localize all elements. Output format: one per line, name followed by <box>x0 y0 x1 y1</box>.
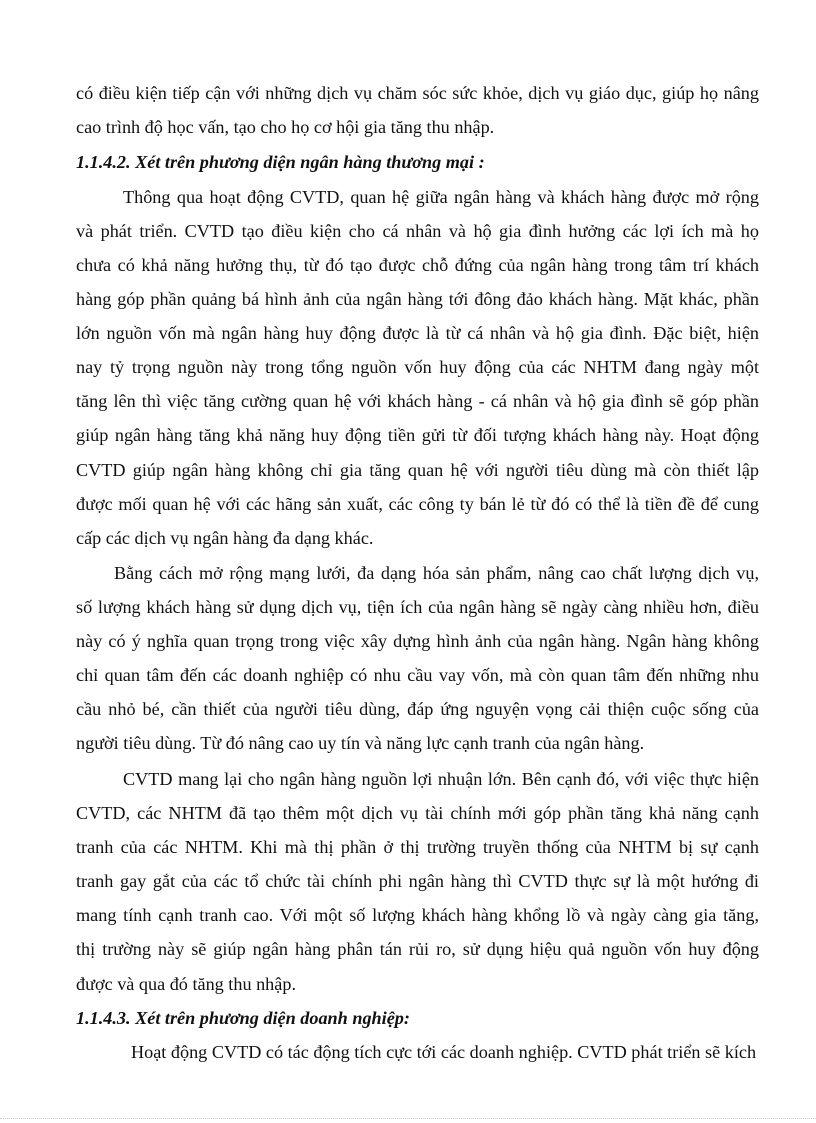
text-line: lớn nguồn vốn mà ngân hàng huy động được là từ cá nhân và hộ gia đình. Đặc biệt, hiện <box>76 323 759 343</box>
text-line: thị trường này sẽ giúp ngân hàng phân tán rủi ro, sử dụng hiệu quả nguồn vốn huy động <box>76 939 759 959</box>
text-line: giúp ngân hàng tăng khả năng huy động tiền gửi từ đối tượng khách hàng này. Hoạt động <box>76 425 759 445</box>
text-line: hàng góp phần quảng bá hình ảnh của ngân hàng tới đông đảo khách hàng. Mặt khác, phần <box>76 289 759 309</box>
text-line: có điều kiện tiếp cận với những dịch vụ chăm sóc sức khỏe, dịch vụ giáo dục, giúp họ nâng <box>76 83 759 103</box>
section-heading: 1.1.4.2. Xét trên phương diện ngân hàng thương mại : <box>76 152 485 172</box>
text-line: CVTD mang lại cho ngân hàng nguồn lợi nhuận lớn. Bên cạnh đó, với việc thực hiện <box>123 769 759 789</box>
text-line: mang tính cạnh tranh cao. Với một số lượng khách hàng khổng lồ và ngày càng gia tăng, <box>76 905 759 925</box>
text-line: Bằng cách mở rộng mạng lưới, đa dạng hóa sản phẩm, nâng cao chất lượng dịch vụ, <box>114 563 759 583</box>
text-line: tăng lên thì việc tăng cường quan hệ với khách hàng - cá nhân và hộ gia đình sẽ góp phần <box>76 391 759 411</box>
text-line: Hoạt động CVTD có tác động tích cực tới các doanh nghiệp. CVTD phát triển sẽ kích <box>131 1042 757 1062</box>
text-line: tranh gay gắt của các tổ chức tài chính phi ngân hàng thì CVTD thực sự là một hướng đi <box>76 871 759 891</box>
section-heading: 1.1.4.3. Xét trên phương diện doanh nghiệp: <box>76 1008 410 1028</box>
text-line: CVTD giúp ngân hàng không chỉ gia tăng quan hệ với người tiêu dùng mà còn thiết lập <box>76 460 759 480</box>
text-line: được mối quan hệ với các hãng sản xuất, các công ty bán lẻ từ đó có thể là tiền đề để cung <box>76 494 759 514</box>
text-line: cấp các dịch vụ ngân hàng đa dạng khác. <box>76 528 374 548</box>
text-line: cao trình độ học vấn, tạo cho họ cơ hội gia tăng thu nhập. <box>76 117 495 137</box>
text-line: chỉ quan tâm đến các doanh nghiệp có nhu cầu vay vốn, mà còn quan tâm đến những nhu <box>76 665 759 685</box>
text-line: và phát triển. CVTD tạo điều kiện cho cá nhân và hộ gia đình hưởng các lợi ích mà họ <box>76 221 759 241</box>
text-line: số lượng khách hàng sử dụng dịch vụ, tiện ích của ngân hàng sẽ ngày càng nhiều hơn, điều <box>76 597 759 617</box>
text-line: người tiêu dùng. Từ đó nâng cao uy tín và năng lực cạnh tranh của ngân hàng. <box>76 733 645 753</box>
text-line: cầu nhỏ bé, cần thiết của người tiêu dùng, đáp ứng nguyện vọng cải thiện cuộc sống của <box>76 699 759 719</box>
page-bottom-border <box>0 1118 816 1119</box>
text-line: CVTD, các NHTM đã tạo thêm một dịch vụ tài chính mới góp phần tăng khả năng cạnh <box>76 803 759 823</box>
text-line: này có ý nghĩa quan trọng trong việc xây dựng hình ảnh của ngân hàng. Ngân hàng không <box>76 631 759 651</box>
text-line: chưa có khả năng hưởng thụ, từ đó tạo được chỗ đứng của ngân hàng trong tâm trí khách <box>76 255 759 275</box>
text-line: được và qua đó tăng thu nhập. <box>76 974 296 994</box>
text-line: nay tỷ trọng nguồn này trong tổng nguồn vốn huy động của các NHTM đang ngày một <box>76 357 759 377</box>
text-line: Thông qua hoạt động CVTD, quan hệ giữa ngân hàng và khách hàng được mở rộng <box>123 187 759 207</box>
text-line: tranh của các NHTM. Khi mà thị phần ở thị trường truyền thống của NHTM bị sự cạnh <box>76 837 759 857</box>
